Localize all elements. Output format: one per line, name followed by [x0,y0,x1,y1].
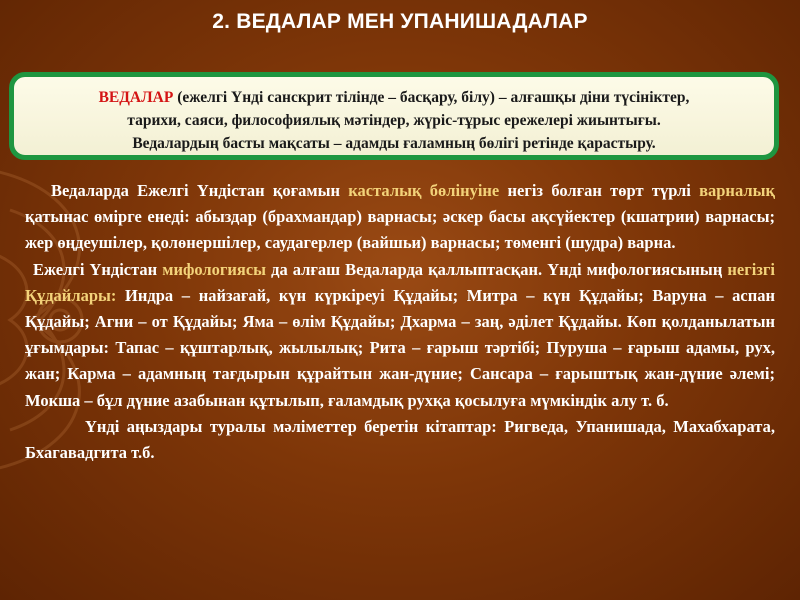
paragraph-varnas-text-2: негіз болған төрт түрлі [499,181,700,200]
main-text [25,178,775,466]
paragraph-books: Үнді аңыздары туралы мәліметтер беретін кітаптар: Ригведа, Упанишада, Махабхарата, Бхагавадгита т.б. [25,416,775,463]
paragraph-mythology-text-1: Ежелгі Үндістан [33,259,163,279]
definition-term: ВЕДАЛАР [98,89,174,106]
highlight-caste-division: касталық бөлінуіне [348,181,500,200]
slide-title: 2. ВЕДАЛАР МЕН УПАНИШАДАЛАР [212,10,588,33]
definition-line-3: Ведалардың басты мақсаты – адамды ғаламның бөлігі ретінде қарастыру. [132,135,656,152]
highlight-varna: варналық [699,181,775,200]
paragraph-varnas-text-1: Ведаларда Ежелгі Үндістан қоғамын [51,181,349,200]
highlight-main-gods: негізгі Құдайлары: [25,259,775,305]
paragraph-varnas-text-3: қатынас өмірге енеді: абыздар (брахмандар) варнасы; әскер басы ақсүйектер (кшатрии) варнасы; жер өңдеушілер, қолөнершілер, саудагерлер (вайшьи) варнасы; төменгі (шудра) варна. [25,207,775,253]
definition-box [9,72,779,160]
paragraph-mythology [25,257,775,414]
highlight-mythology: мифологиясы [162,259,267,279]
paragraph-varnas [25,178,775,257]
paragraph-mythology-text-2: да алғаш Ведаларда қаллыптасқан. Үнді мифологиясының [266,259,728,279]
definition-line-1 [24,86,764,109]
definition-line-2: тарихи, саяси, философиялық мәтіндер, жүріс-тұрыс ережелері жиынтығы. [127,112,661,129]
paragraph-mythology-text-3: Индра – найзағай, күн күркіреуі Құдайы; Митра – күн Құдайы; Варуна – аспан Құдайы; Агни – от Құдайы; Яма – өлім Құдайы; Дхарма – заң, әділет Құдайы. Көп қолданылатын ұғымдары: Тапас – құштарлық, жылылық; Рита – ғарыш тәртібі; Пуруша – ғарыш адамы, рух, жан; Карма – адамның тағдырын құрайтын жан-дүние; Сансара – ғарыштық жан-дүние әлемі; Мокша – бұл дүние азабынан құтылып, ғаламдық рухқа қосылуға мүмкіндік алу т. б. [25,285,775,410]
definition-line-1-text: (ежелгі Үнді санскрит тілінде – басқару, білу) – алғашқы діни түсініктер, [173,89,690,106]
